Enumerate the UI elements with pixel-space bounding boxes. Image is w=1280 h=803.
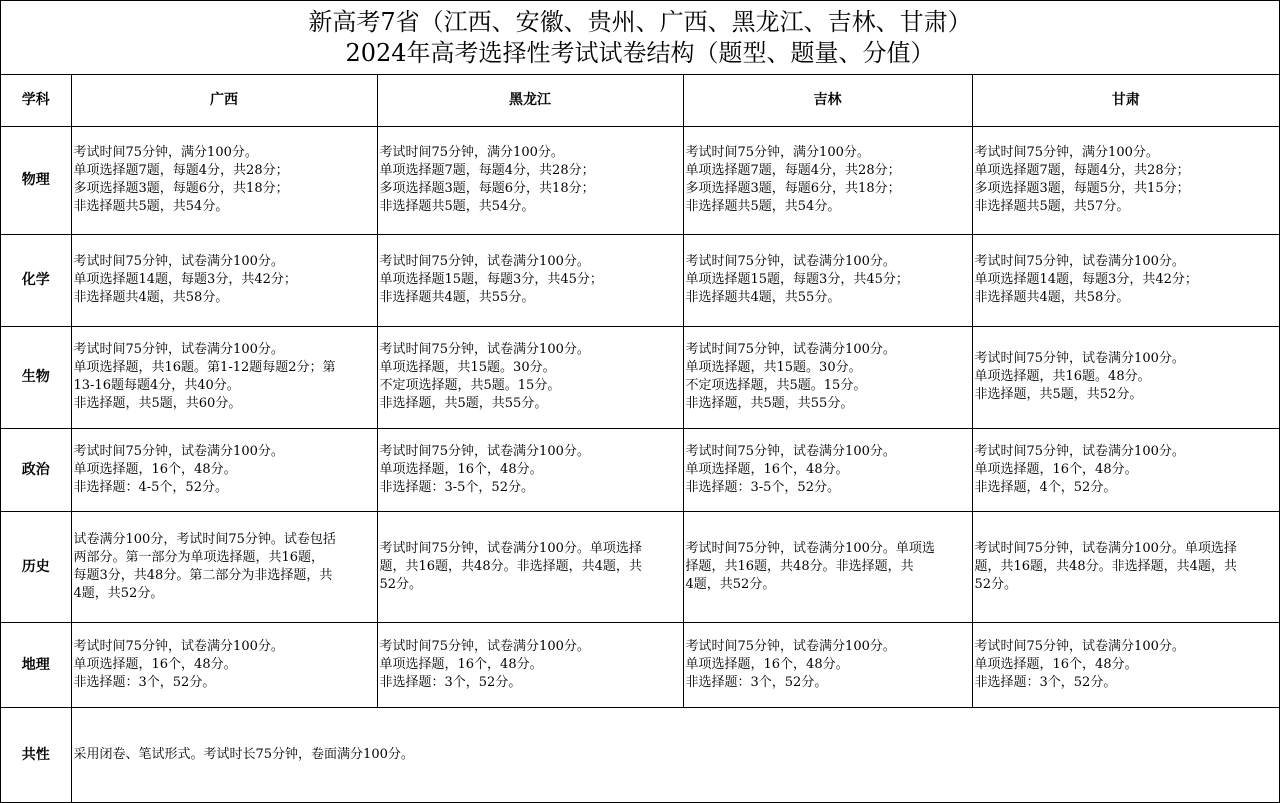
cell-line: 非选择题，共5题，共55分。 — [379, 396, 548, 411]
cell-geography-jilin — [683, 622, 972, 707]
table-row-biology — [1, 326, 1279, 428]
cell-chemistry-heilongjiang — [377, 234, 683, 326]
cell-line: 单项选择题，16个，48分。 — [73, 656, 237, 672]
table-row-common — [1, 707, 1279, 802]
cell-politics-guangxi — [71, 428, 377, 511]
cell-line: 考试时间75分钟，试卷满分100分。 — [974, 638, 1185, 654]
cell-line: 单项选择题，共16题。48分。 — [974, 369, 1151, 384]
cell-line: 单项选择题7题，每题4分，共28分； — [379, 163, 595, 178]
cell-line: 4题，共52分。 — [685, 576, 776, 592]
header-jilin: 吉林 — [683, 75, 972, 126]
cell-line: 考试时间75分钟，试卷满分100分。 — [379, 342, 590, 357]
table-row-chemistry — [1, 234, 1279, 326]
cell-line: 非选择题，共5题，共55分。 — [685, 396, 854, 411]
cell-line: 考试时间75分钟，满分100分。 — [974, 145, 1159, 160]
cell-line: 非选择题共5题，共54分。 — [73, 199, 229, 214]
header-gansu: 甘肃 — [972, 75, 1279, 126]
cell-chemistry-gansu — [972, 234, 1279, 326]
table-row-politics — [1, 428, 1279, 511]
subject-common: 共性 — [1, 707, 71, 802]
cell-line: 单项选择题，16个，48分。 — [685, 461, 849, 477]
header-subject: 学科 — [1, 75, 71, 126]
cell-line: 非选择题，共5题，共60分。 — [73, 396, 242, 411]
cell-line: 非选择题：3个，52分。 — [73, 674, 216, 690]
cell-line: 非选择题，共5题，共52分。 — [974, 387, 1143, 402]
header-guangxi: 广西 — [71, 75, 377, 126]
cell-line: 单项选择题14题，每题3分，共42分； — [73, 272, 297, 287]
subject-history: 历史 — [1, 511, 71, 622]
cell-geography-gansu — [972, 622, 1279, 707]
cell-line: 非选择题：3个，52分。 — [685, 674, 828, 690]
cell-physics-heilongjiang — [377, 126, 683, 234]
cell-physics-guangxi — [71, 126, 377, 234]
cell-line: 不定项选择题，共5题。15分。 — [685, 378, 867, 393]
cell-line: 单项选择题，16个，48分。 — [974, 461, 1138, 477]
cell-line: 考试时间75分钟，试卷满分100分。 — [685, 342, 896, 357]
cell-line: 单项选择题，16个，48分。 — [379, 656, 543, 672]
cell-line: 单项选择题15题，每题3分，共45分； — [685, 272, 909, 287]
cell-line: 考试时间75分钟，试卷满分100分。 — [379, 638, 590, 654]
cell-line: 考试时间75分钟，满分100分。 — [73, 145, 258, 160]
cell-line: 单项选择题，16个，48分。 — [974, 656, 1138, 672]
cell-geography-guangxi — [71, 622, 377, 707]
cell-politics-gansu — [972, 428, 1279, 511]
cell-biology-heilongjiang — [377, 326, 683, 428]
cell-line: 单项选择题，共15题。30分。 — [685, 360, 862, 375]
header-row — [1, 75, 1279, 126]
cell-line: 非选择题：3个，52分。 — [379, 674, 522, 690]
cell-line: 多项选择题3题，每题5分，共15分； — [974, 181, 1190, 196]
cell-line: 考试时间75分钟，试卷满分100分。 — [73, 638, 284, 654]
cell-line: 考试时间75分钟，试卷满分100分。 — [974, 254, 1185, 269]
table-row-history — [1, 511, 1279, 622]
cell-biology-guangxi — [71, 326, 377, 428]
cell-line: 非选择题共4题，共55分。 — [685, 290, 841, 305]
cell-line: 两部分。第一部分为单项选择题，共16题， — [73, 549, 325, 565]
subject-politics: 政治 — [1, 428, 71, 511]
cell-line: 非选择题共4题，共55分。 — [379, 290, 535, 305]
cell-line: 4题，共52分。 — [73, 585, 164, 601]
cell-chemistry-jilin — [683, 234, 972, 326]
cell-line: 单项选择题15题，每题3分，共45分； — [379, 272, 603, 287]
cell-line: 单项选择题14题，每题3分，共42分； — [974, 272, 1198, 287]
cell-line: 52分。 — [974, 576, 1018, 592]
cell-line: 非选择题共5题，共54分。 — [685, 199, 841, 214]
table-row-geography — [1, 622, 1279, 707]
cell-line: 考试时间75分钟，试卷满分100分。 — [73, 254, 284, 269]
cell-line: 非选择题共4题，共58分。 — [73, 290, 229, 305]
cell-common — [71, 707, 1279, 802]
cell-line: 单项选择题，16个，48分。 — [379, 461, 543, 477]
cell-physics-gansu — [972, 126, 1279, 234]
cell-line: 单项选择题7题，每题4分，共28分； — [974, 163, 1190, 178]
cell-line: 考试时间75分钟，试卷满分100分。单项选择 — [974, 540, 1237, 556]
cell-line: 非选择题：3-5个，52分。 — [379, 479, 534, 495]
cell-history-heilongjiang — [377, 511, 683, 622]
header-heilongjiang: 黑龙江 — [377, 75, 683, 126]
cell-history-gansu — [972, 511, 1279, 622]
cell-line: 多项选择题3题，每题6分，共18分； — [379, 181, 595, 196]
cell-line: 考试时间75分钟，试卷满分100分。 — [974, 351, 1185, 366]
cell-line: 单项选择题7题，每题4分，共28分； — [73, 163, 289, 178]
cell-physics-jilin — [683, 126, 972, 234]
cell-line: 非选择题共5题，共57分。 — [974, 199, 1130, 214]
cell-line: 采用闭卷、笔试形式。考试时长75分钟，卷面满分100分。 — [73, 746, 414, 762]
cell-chemistry-guangxi — [71, 234, 377, 326]
cell-line: 非选择题，4个，52分。 — [974, 479, 1117, 495]
cell-line: 非选择题：3-5个，52分。 — [685, 479, 840, 495]
cell-line: 非选择题：4-5个，52分。 — [73, 479, 228, 495]
subject-chemistry: 化学 — [1, 234, 71, 326]
cell-line: 52分。 — [379, 576, 423, 592]
cell-politics-jilin — [683, 428, 972, 511]
cell-history-jilin — [683, 511, 972, 622]
cell-line: 题，共16题，共48分。非选择题，共4题，共 — [974, 558, 1237, 574]
subject-biology: 生物 — [1, 326, 71, 428]
cell-line: 考试时间75分钟，满分100分。 — [379, 145, 564, 160]
cell-line: 考试时间75分钟，试卷满分100分。 — [685, 638, 896, 654]
cell-line: 非选择题共5题，共54分。 — [379, 199, 535, 214]
cell-politics-heilongjiang — [377, 428, 683, 511]
cell-line: 每题3分，共48分。第二部分为非选择题，共 — [73, 567, 333, 583]
cell-line: 多项选择题3题，每题6分，共18分； — [73, 181, 289, 196]
cell-geography-heilongjiang — [377, 622, 683, 707]
cell-line: 考试时间75分钟，试卷满分100分。 — [379, 443, 590, 459]
subject-geography: 地理 — [1, 622, 71, 707]
subject-physics: 物理 — [1, 126, 71, 234]
table-row-physics — [1, 126, 1279, 234]
cell-line: 单项选择题，共15题。30分。 — [379, 360, 556, 375]
cell-biology-jilin — [683, 326, 972, 428]
title-line-2: 2024年高考选择性考试试卷结构（题型、题量、分值） — [345, 38, 935, 67]
cell-biology-gansu — [972, 326, 1279, 428]
exam-structure-table — [1, 75, 1279, 802]
cell-line: 考试时间75分钟，试卷满分100分。 — [685, 254, 896, 269]
cell-line: 单项选择题，16个，48分。 — [685, 656, 849, 672]
cell-line: 考试时间75分钟，试卷满分100分。 — [685, 443, 896, 459]
cell-line: 单项选择题，16个，48分。 — [73, 461, 237, 477]
cell-line: 非选择题共4题，共58分。 — [974, 290, 1130, 305]
cell-line: 多项选择题3题，每题6分，共18分； — [685, 181, 901, 196]
cell-line: 考试时间75分钟，满分100分。 — [685, 145, 870, 160]
cell-line: 13-16题每题4分，共40分。 — [73, 378, 240, 393]
cell-line: 非选择题：3个，52分。 — [974, 674, 1117, 690]
cell-line: 单项选择题，共16题。第1-12题每题2分；第 — [73, 360, 336, 375]
cell-history-guangxi — [71, 511, 377, 622]
cell-line: 择题，共16题，共48分。非选择题，共 — [685, 558, 914, 574]
cell-line: 考试时间75分钟，试卷满分100分。单项选择 — [379, 540, 642, 556]
cell-line: 不定项选择题，共5题。15分。 — [379, 378, 561, 393]
document-title — [1, 1, 1279, 75]
cell-line: 考试时间75分钟，试卷满分100分。 — [73, 443, 284, 459]
cell-line: 考试时间75分钟，试卷满分100分。 — [379, 254, 590, 269]
cell-line: 考试时间75分钟，试卷满分100分。 — [73, 342, 284, 357]
cell-line: 考试时间75分钟，试卷满分100分。 — [974, 443, 1185, 459]
cell-line: 考试时间75分钟，试卷满分100分。单项选 — [685, 540, 935, 556]
title-line-1: 新高考7省（江西、安徽、贵州、广西、黑龙江、吉林、甘肃） — [308, 7, 972, 36]
cell-line: 试卷满分100分，考试时间75分钟。试卷包括 — [73, 531, 336, 547]
cell-line: 题，共16题，共48分。非选择题，共4题，共 — [379, 558, 642, 574]
cell-line: 单项选择题7题，每题4分，共28分； — [685, 163, 901, 178]
